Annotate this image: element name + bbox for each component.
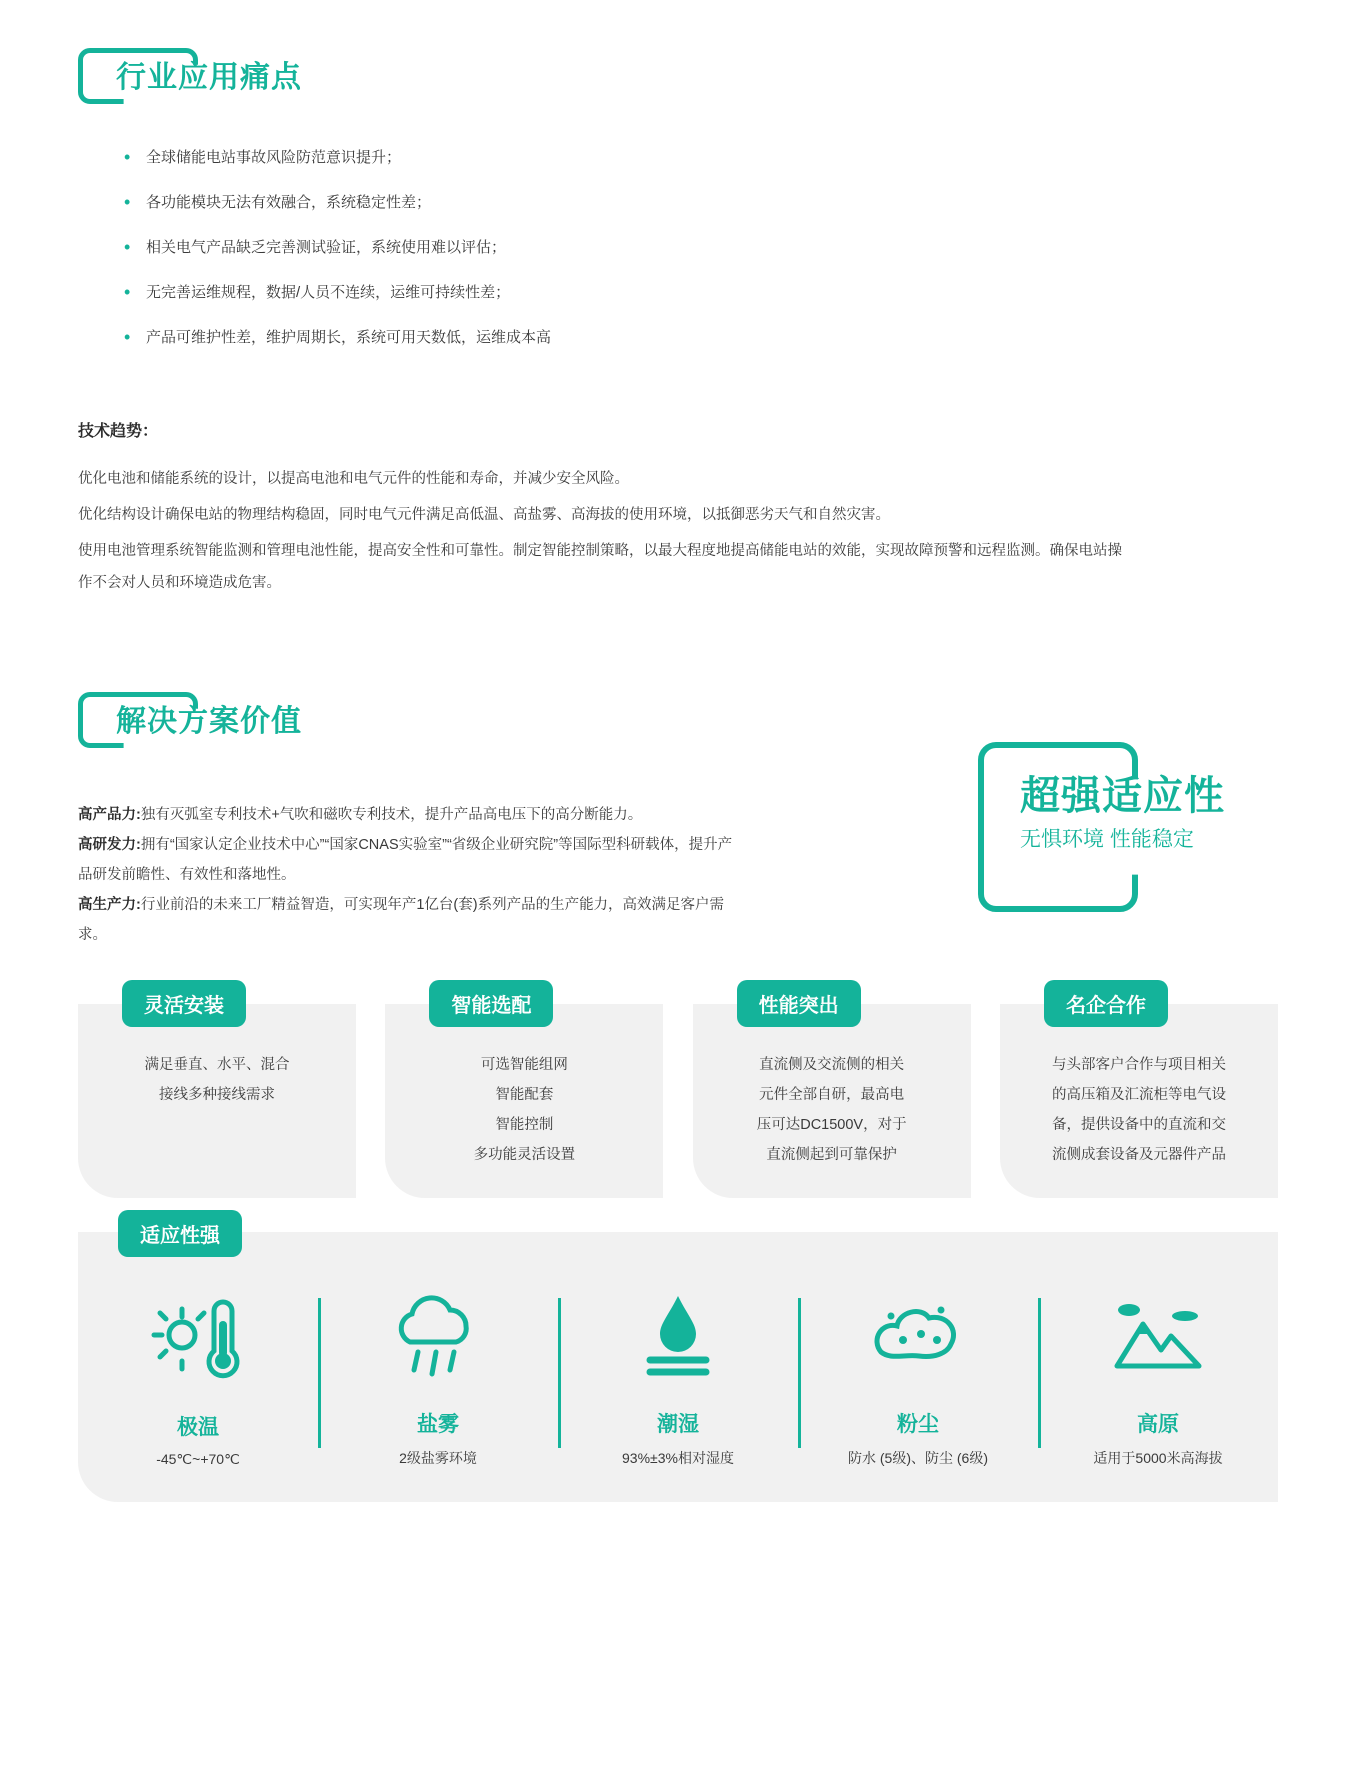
value-paragraph — [78, 800, 738, 830]
dust-icon — [806, 1284, 1030, 1388]
adapt-item-desc: 防水 (5级)、防尘 (6级) — [848, 1450, 988, 1466]
card-line: 直流侧起到可靠保护 — [766, 1147, 897, 1163]
card-line: 压可达DC1500V，对于 — [756, 1117, 907, 1133]
card-line: 智能配套 — [495, 1087, 554, 1103]
adaptability-panel — [78, 1225, 1278, 1502]
card-title: 名企合作 — [1044, 980, 1168, 1027]
tech-trend-title: 技术趋势： — [78, 423, 159, 440]
feature-card — [78, 995, 356, 1198]
adapt-item-temperature — [78, 1287, 318, 1468]
adapt-item-dust — [798, 1284, 1038, 1468]
card-line: 与头部客户合作与项目相关 — [1051, 1057, 1226, 1073]
value-paragraph — [78, 830, 738, 890]
adapt-item-desc: 93%±3%相对湿度 — [622, 1450, 734, 1466]
solution-values-block — [0, 770, 738, 950]
tech-trend-paragraph: 优化结构设计确保电站的物理结构稳固，同时电气元件满足高低温、高盐雾、高海拔的使用环境，以抵御恶劣天气和自然灾害。 — [78, 507, 890, 523]
value-label: 高生产力: — [78, 897, 141, 913]
tech-trend-paragraph: 优化电池和储能系统的设计，以提高电池和电气元件的性能和寿命，并减少安全风险。 — [78, 471, 629, 487]
value-text: 独有灭弧室专利技术+气吹和磁吹专利技术，提升产品高电压下的高分断能力。 — [140, 807, 643, 823]
section-title: 解决方案价值 — [116, 705, 302, 738]
card-title: 性能突出 — [737, 980, 861, 1027]
temperature-icon — [86, 1287, 310, 1391]
value-paragraph — [78, 890, 738, 950]
tech-trend-paragraph: 使用电池管理系统智能监测和管理电池性能，提高安全性和可靠性。制定智能控制策略，以最大程度地提高储能电站的效能，实现故障预警和远程监测。确保电站操作不会对人员和环境造成危害。 — [78, 543, 1122, 591]
list-item: • 全球储能电站事故风险防范意识提升； — [124, 148, 1000, 168]
section-heading-solution-value — [78, 692, 320, 748]
card-body — [385, 1050, 663, 1170]
card-line: 直流侧及交流侧的相关 — [759, 1057, 905, 1073]
list-item: • 相关电气产品缺乏完善测试验证，系统使用难以评估； — [124, 238, 1000, 258]
list-item: • 各功能模块无法有效融合，系统稳定性差； — [124, 193, 1000, 213]
list-item: • 无完善运维规程，数据/人员不连续，运维可持续性差； — [124, 283, 1000, 303]
adapt-item-humidity — [558, 1284, 798, 1468]
adapt-item-plateau — [1038, 1284, 1278, 1468]
card-line: 多功能灵活设置 — [473, 1147, 576, 1163]
adapt-item-desc: 2级盐雾环境 — [399, 1450, 477, 1466]
adapt-item-desc: -45℃~+70℃ — [156, 1451, 240, 1467]
feature-card — [693, 995, 971, 1198]
card-title: 智能选配 — [429, 980, 553, 1027]
adapt-item-salt-fog — [318, 1284, 558, 1468]
value-label: 高产品力: — [78, 807, 141, 823]
card-line: 备，提供设备中的直流和交 — [1051, 1117, 1226, 1133]
feature-card — [1000, 995, 1278, 1198]
card-body — [78, 1050, 356, 1110]
value-text: 行业前沿的未来工厂精益智造，可实现年产1亿台(套)系列产品的生产能力，高效满足客户需求。 — [78, 897, 725, 943]
adapt-item-name: 高原 — [1137, 1413, 1179, 1436]
adaptability-badge — [978, 742, 1278, 912]
list-item: • 产品可维护性差，维护周期长，系统可用天数低，运维成本高 — [124, 328, 1000, 348]
badge-main-text: 超强适应性 — [1020, 774, 1225, 818]
adapt-item-name: 潮湿 — [657, 1413, 699, 1436]
page-title: 行业应用痛点 — [116, 61, 302, 94]
feature-card — [385, 995, 663, 1198]
card-line: 元件全部自研，最高电 — [759, 1087, 905, 1103]
card-body — [1000, 1050, 1278, 1170]
salt-fog-icon — [326, 1284, 550, 1388]
card-line: 的高压箱及汇流柜等电气设 — [1051, 1087, 1226, 1103]
card-line: 满足垂直、水平、混合 — [144, 1057, 290, 1073]
section-heading-pain-points — [78, 48, 320, 104]
card-line: 智能控制 — [495, 1117, 554, 1133]
adapt-item-name: 盐雾 — [417, 1413, 459, 1436]
card-line: 接线多种接线需求 — [159, 1087, 275, 1103]
feature-card-row — [78, 995, 1278, 1198]
tech-trend-block — [0, 418, 1200, 603]
value-text: 拥有“国家认定企业技术中心”“国家CNAS实验室”“省级企业研究院”等国际型科研载体，提升产品研发前瞻性、有效性和落地性。 — [78, 837, 733, 883]
humidity-icon — [566, 1284, 790, 1388]
card-line: 可选智能组网 — [480, 1057, 568, 1073]
plateau-icon — [1046, 1284, 1270, 1388]
pain-point-list — [0, 110, 1000, 373]
value-label: 高研发力: — [78, 837, 141, 853]
adapt-item-name: 粉尘 — [897, 1413, 939, 1436]
adaptability-panel-title: 适应性强 — [118, 1210, 242, 1257]
card-title: 灵活安装 — [122, 980, 246, 1027]
badge-sub-text: 无惧环境 性能稳定 — [1020, 828, 1194, 851]
adapt-item-desc: 适用于5000米高海拔 — [1093, 1450, 1223, 1466]
card-line: 流侧成套设备及元器件产品 — [1051, 1147, 1226, 1163]
adapt-item-name: 极温 — [177, 1416, 219, 1439]
card-body — [693, 1050, 971, 1170]
